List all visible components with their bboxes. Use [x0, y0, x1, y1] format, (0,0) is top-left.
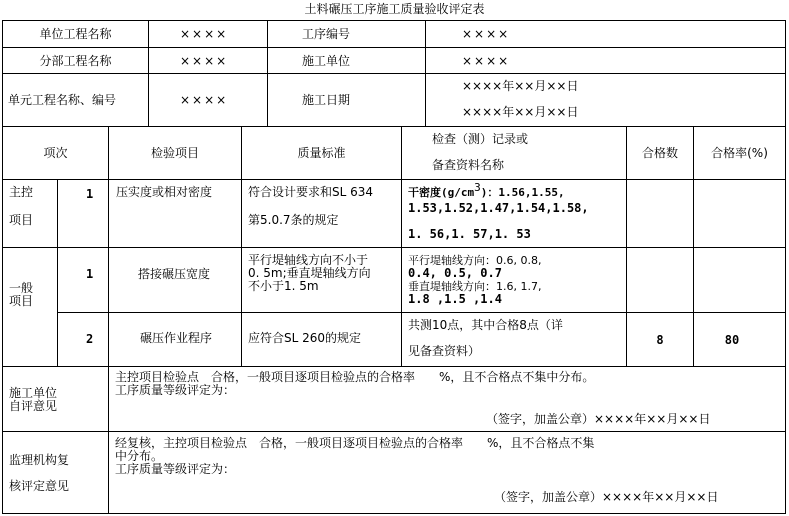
supervisor-signature: （签字，加盖公章）××××年××月××日 — [494, 490, 719, 504]
general-row1-standard-2: 0. 5m;垂直堤轴线方向 — [248, 266, 371, 280]
general-row2-pass-count: 8 — [656, 332, 664, 347]
element-label: 单元工程名称、编号 — [8, 93, 117, 107]
main-control-record-sup: 3 — [474, 181, 481, 194]
supervisor-label-2: 核评定意见 — [9, 479, 70, 493]
main-control-label-2: 项目 — [9, 213, 34, 227]
general-row1-standard-3: 不小于1. 5m — [248, 279, 319, 293]
col-standard: 质量标准 — [297, 146, 346, 160]
self-eval-label-2: 自评意见 — [9, 399, 58, 413]
general-row1-record-2: 0.4, 0.5, 0.7 — [408, 266, 502, 280]
supervisor-text-2: 中分布。 — [115, 449, 164, 463]
general-row2-standard-1: 应符合SL 260的规定 — [248, 331, 362, 345]
col-pass-rate: 合格率(%) — [711, 146, 768, 160]
unit-project-label: 单位工程名称 — [39, 27, 112, 41]
date-start: ××××年××月××日 — [462, 79, 579, 93]
contractor-value: ×××× — [462, 53, 511, 68]
form-title: 土料碾压工序施工质量验收评定表 — [304, 2, 485, 16]
general-row1-record-3: 垂直堤轴线方向：1.6, 1.7, — [408, 280, 542, 293]
supervisor-label-1: 监理机构复 — [9, 453, 70, 467]
col-record-line2: 备查资料名称 — [432, 158, 505, 172]
general-row2-item: 碾压作业程序 — [140, 331, 213, 345]
sub-project-value: ×××× — [180, 53, 229, 68]
general-row2-no: 2 — [86, 332, 94, 346]
general-row1-standard-1: 平行堤轴线方向不小于 — [248, 253, 369, 267]
element-value: ×××× — [180, 93, 229, 107]
process-no-label: 工序编号 — [302, 27, 351, 41]
main-control-record-2: 1.53,1.52,1.47,1.54,1.58, — [408, 201, 589, 215]
general-row1-record-1: 平行堤轴线方向：0.6, 0.8, — [408, 254, 542, 267]
main-control-label-1: 主控 — [9, 185, 34, 199]
main-control-record-1a: 干密度(g/cm — [408, 186, 475, 199]
sub-project-label: 分部工程名称 — [39, 53, 112, 68]
process-no-value: ×××× — [462, 27, 511, 41]
general-row1-record-4: 1.8 ,1.5 ,1.4 — [408, 292, 502, 306]
col-check-item: 检验项目 — [150, 146, 199, 160]
main-control-no: 1 — [86, 187, 94, 201]
contractor-label: 施工单位 — [302, 53, 351, 68]
general-row1-no: 1 — [86, 267, 94, 281]
col-item-no: 项次 — [43, 146, 68, 160]
supervisor-text-3: 工序质量等级评定为： — [115, 462, 236, 476]
general-label-1: 一般 — [9, 281, 34, 295]
main-control-standard-2: 第5.0.7条的规定 — [248, 213, 339, 227]
self-eval-signature: （签字，加盖公章）××××年××月××日 — [486, 412, 711, 426]
general-row1-item: 搭接碾压宽度 — [138, 267, 211, 281]
general-row2-record-1: 共测10点，其中合格8点（详 — [408, 318, 563, 332]
main-control-record-3: 1. 56,1. 57,1. 53 — [408, 227, 531, 241]
self-eval-text-2: 工序质量等级评定为： — [115, 383, 236, 397]
unit-project-value: ×××× — [180, 27, 229, 41]
main-control-standard-1: 符合设计要求和SL 634 — [248, 185, 374, 199]
date-label: 施工日期 — [302, 93, 351, 107]
self-eval-label-1: 施工单位 — [9, 386, 58, 400]
main-control-item: 压实度或相对密度 — [116, 185, 213, 199]
self-eval-text-1: 主控项目检验点 合格，一般项目逐项目检验点的合格率 %，且不合格点不集中分布。 — [115, 370, 595, 384]
general-row2-record-2: 见备查资料） — [408, 344, 481, 358]
general-label-2: 项目 — [9, 294, 34, 308]
supervisor-text-1: 经复核，主控项目检验点 合格，一般项目逐项目检验点的合格率 %，且不合格点不集 — [115, 436, 595, 450]
col-record-line1: 检查（测）记录或 — [432, 132, 529, 146]
date-end: ××××年××月××日 — [462, 105, 579, 119]
general-row2-pass-rate: 80 — [724, 332, 740, 347]
main-control-record-1b: )：1.56,1.55, — [480, 186, 565, 199]
col-pass-count: 合格数 — [641, 146, 678, 160]
